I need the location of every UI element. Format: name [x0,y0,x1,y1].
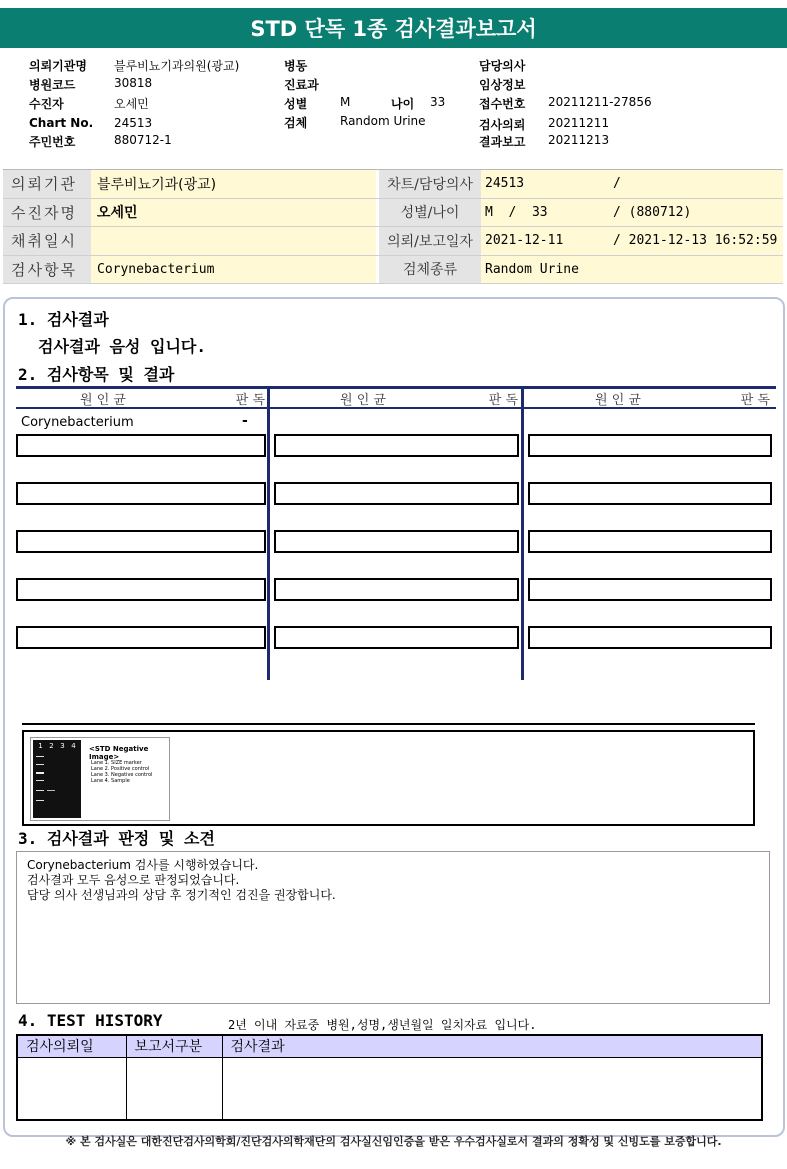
header-value-patient: 오세민 [114,97,149,111]
result-entry-box [528,626,772,649]
patient-row [3,227,783,256]
header-label-ward: 병동 [284,59,308,73]
image-top-rule [22,723,755,725]
history-table [16,1034,763,1121]
result-entry-box [16,578,266,601]
section1-text: 검사결과 음성 입니다. [38,337,207,356]
gel-legend: Lane 1. SIZE marker Lane 2. Positive control Lane 3. Negative control Lane 4. Sample [91,760,153,784]
gel-title: <STD Negative Image> [89,745,149,761]
header-value-receipt: 20211211-27856 [548,95,652,109]
patient-label: 의뢰기관 [3,170,91,198]
patient-label: 채취일시 [3,227,91,255]
header-label-sex: 성별 [284,97,308,111]
header-label-clinical: 임상정보 [479,78,526,92]
col-head-1: 원 인 균 판 독 [80,393,265,408]
patient-value2: M / 33 / (880712) [481,199,783,227]
patient-label2: 검체종류 [379,256,481,284]
result-entry-box [274,626,519,649]
header-value-report: 20211213 [548,133,610,147]
result-entry-box [16,434,266,457]
opinion-line: Corynebacterium 검사를 시행하였습니다. [27,858,259,872]
patient-info-table [3,169,783,284]
header-row-patient: 수진자 [29,97,64,111]
header-label-receipt: 접수번호 [479,97,526,111]
patient-value: Corynebacterium [91,256,376,284]
patient-label2: 의뢰/보고일자 [379,227,481,255]
result-entry-box [528,482,772,505]
result-entry-box [274,578,519,601]
history-note: 2년 이내 자료중 병원,성명,생년월일 일치자료 입니다. [228,1018,537,1032]
gel-lane-numbers: 1 2 3 4 [38,742,76,750]
header-label-request: 검사의뢰 [479,118,526,132]
patient-value: 오세민 [91,199,376,227]
section1-title: 1. 검사결과 [18,310,109,329]
history-col-report-type: 보고서구분 [126,1035,222,1057]
result-entry-box [528,578,772,601]
opinion-box [16,851,770,1004]
gel-image [30,737,170,821]
opinion-line: 검사결과 모두 음성으로 판정되었습니다. [27,873,240,887]
result-value: - [242,413,248,429]
patient-label: 수진자명 [3,199,91,227]
header-value-request: 20211211 [548,116,610,130]
result-entry-box [528,530,772,553]
patient-row [3,170,783,199]
section3-title: 3. 검사결과 판정 및 소견 [18,829,215,848]
patient-value: 블루비뇨기과(광교) [91,170,376,198]
patient-value2: 24513 / [481,170,783,198]
result-entry-box [16,626,266,649]
history-col-request-date: 검사의뢰일 [17,1035,126,1057]
col-head-3: 원 인 균 판 독 [595,393,770,408]
section4-title: 4. TEST HISTORY [18,1011,163,1030]
result-entry-box [274,482,519,505]
header-row-hospital-code: 병원코드 [29,78,76,92]
report-title: STD 단독 1종 검사결과보고서 [250,17,537,41]
gel-lanes [33,740,81,818]
patient-value2: 2021-12-11 / 2021-12-13 16:52:59 [481,227,783,255]
header-label-doctor: 담당의사 [479,59,526,73]
header-value-hospital-code: 30818 [114,76,153,90]
header-value-id: 880712-1 [114,133,172,147]
result-entry-box [528,434,772,457]
header-label-report: 결과보고 [479,135,526,149]
header-row-id: 주민번호 [29,135,76,149]
patient-label2: 차트/담당의사 [379,170,481,198]
history-empty-row [17,1057,762,1120]
header-label-dept: 진료과 [284,78,319,92]
section2-title: 2. 검사항목 및 결과 [18,365,175,384]
header-value-age: 33 [430,95,446,109]
header-value-sex: M [340,95,351,109]
patient-value2: Random Urine [481,256,783,284]
header-label-specimen: 검체 [284,116,308,130]
patient-row [3,256,783,285]
patient-value [91,227,376,255]
grid-divider-1 [267,386,270,680]
patient-label: 검사항목 [3,256,91,284]
report-title-bar [0,8,787,48]
header-value-specimen: Random Urine [340,114,426,128]
patient-row [3,199,783,228]
opinion-line: 담당 의사 선생님과의 상담 후 정기적인 검진을 권장합니다. [27,888,336,902]
result-entry-box [16,482,266,505]
patient-label2: 성별/나이 [379,199,481,227]
result-entry-box [16,530,266,553]
header-value-chart: 24513 [114,116,153,130]
col-head-2: 원 인 균 판 독 [340,393,518,408]
result-entry-box [274,434,519,457]
history-col-result: 검사결과 [222,1035,762,1057]
header-label-age: 나이 [391,97,415,111]
grid-divider-2 [521,386,524,680]
footer-note: ※ 본 검사실은 대한진단검사의학회/진단검사의학재단의 검사실신임인증을 받은 우수검사실로서 결과의 정확성 및 신빙도를 보증합니다. [65,1135,722,1148]
header-row-chart: Chart No. [29,116,94,130]
result-entry-box [274,530,519,553]
header-value-hospital: 블루비뇨기과의원(광교) [114,59,240,73]
header-row-hospital: 의뢰기관명 [29,59,87,73]
result-pathogen: Corynebacterium [21,415,134,430]
